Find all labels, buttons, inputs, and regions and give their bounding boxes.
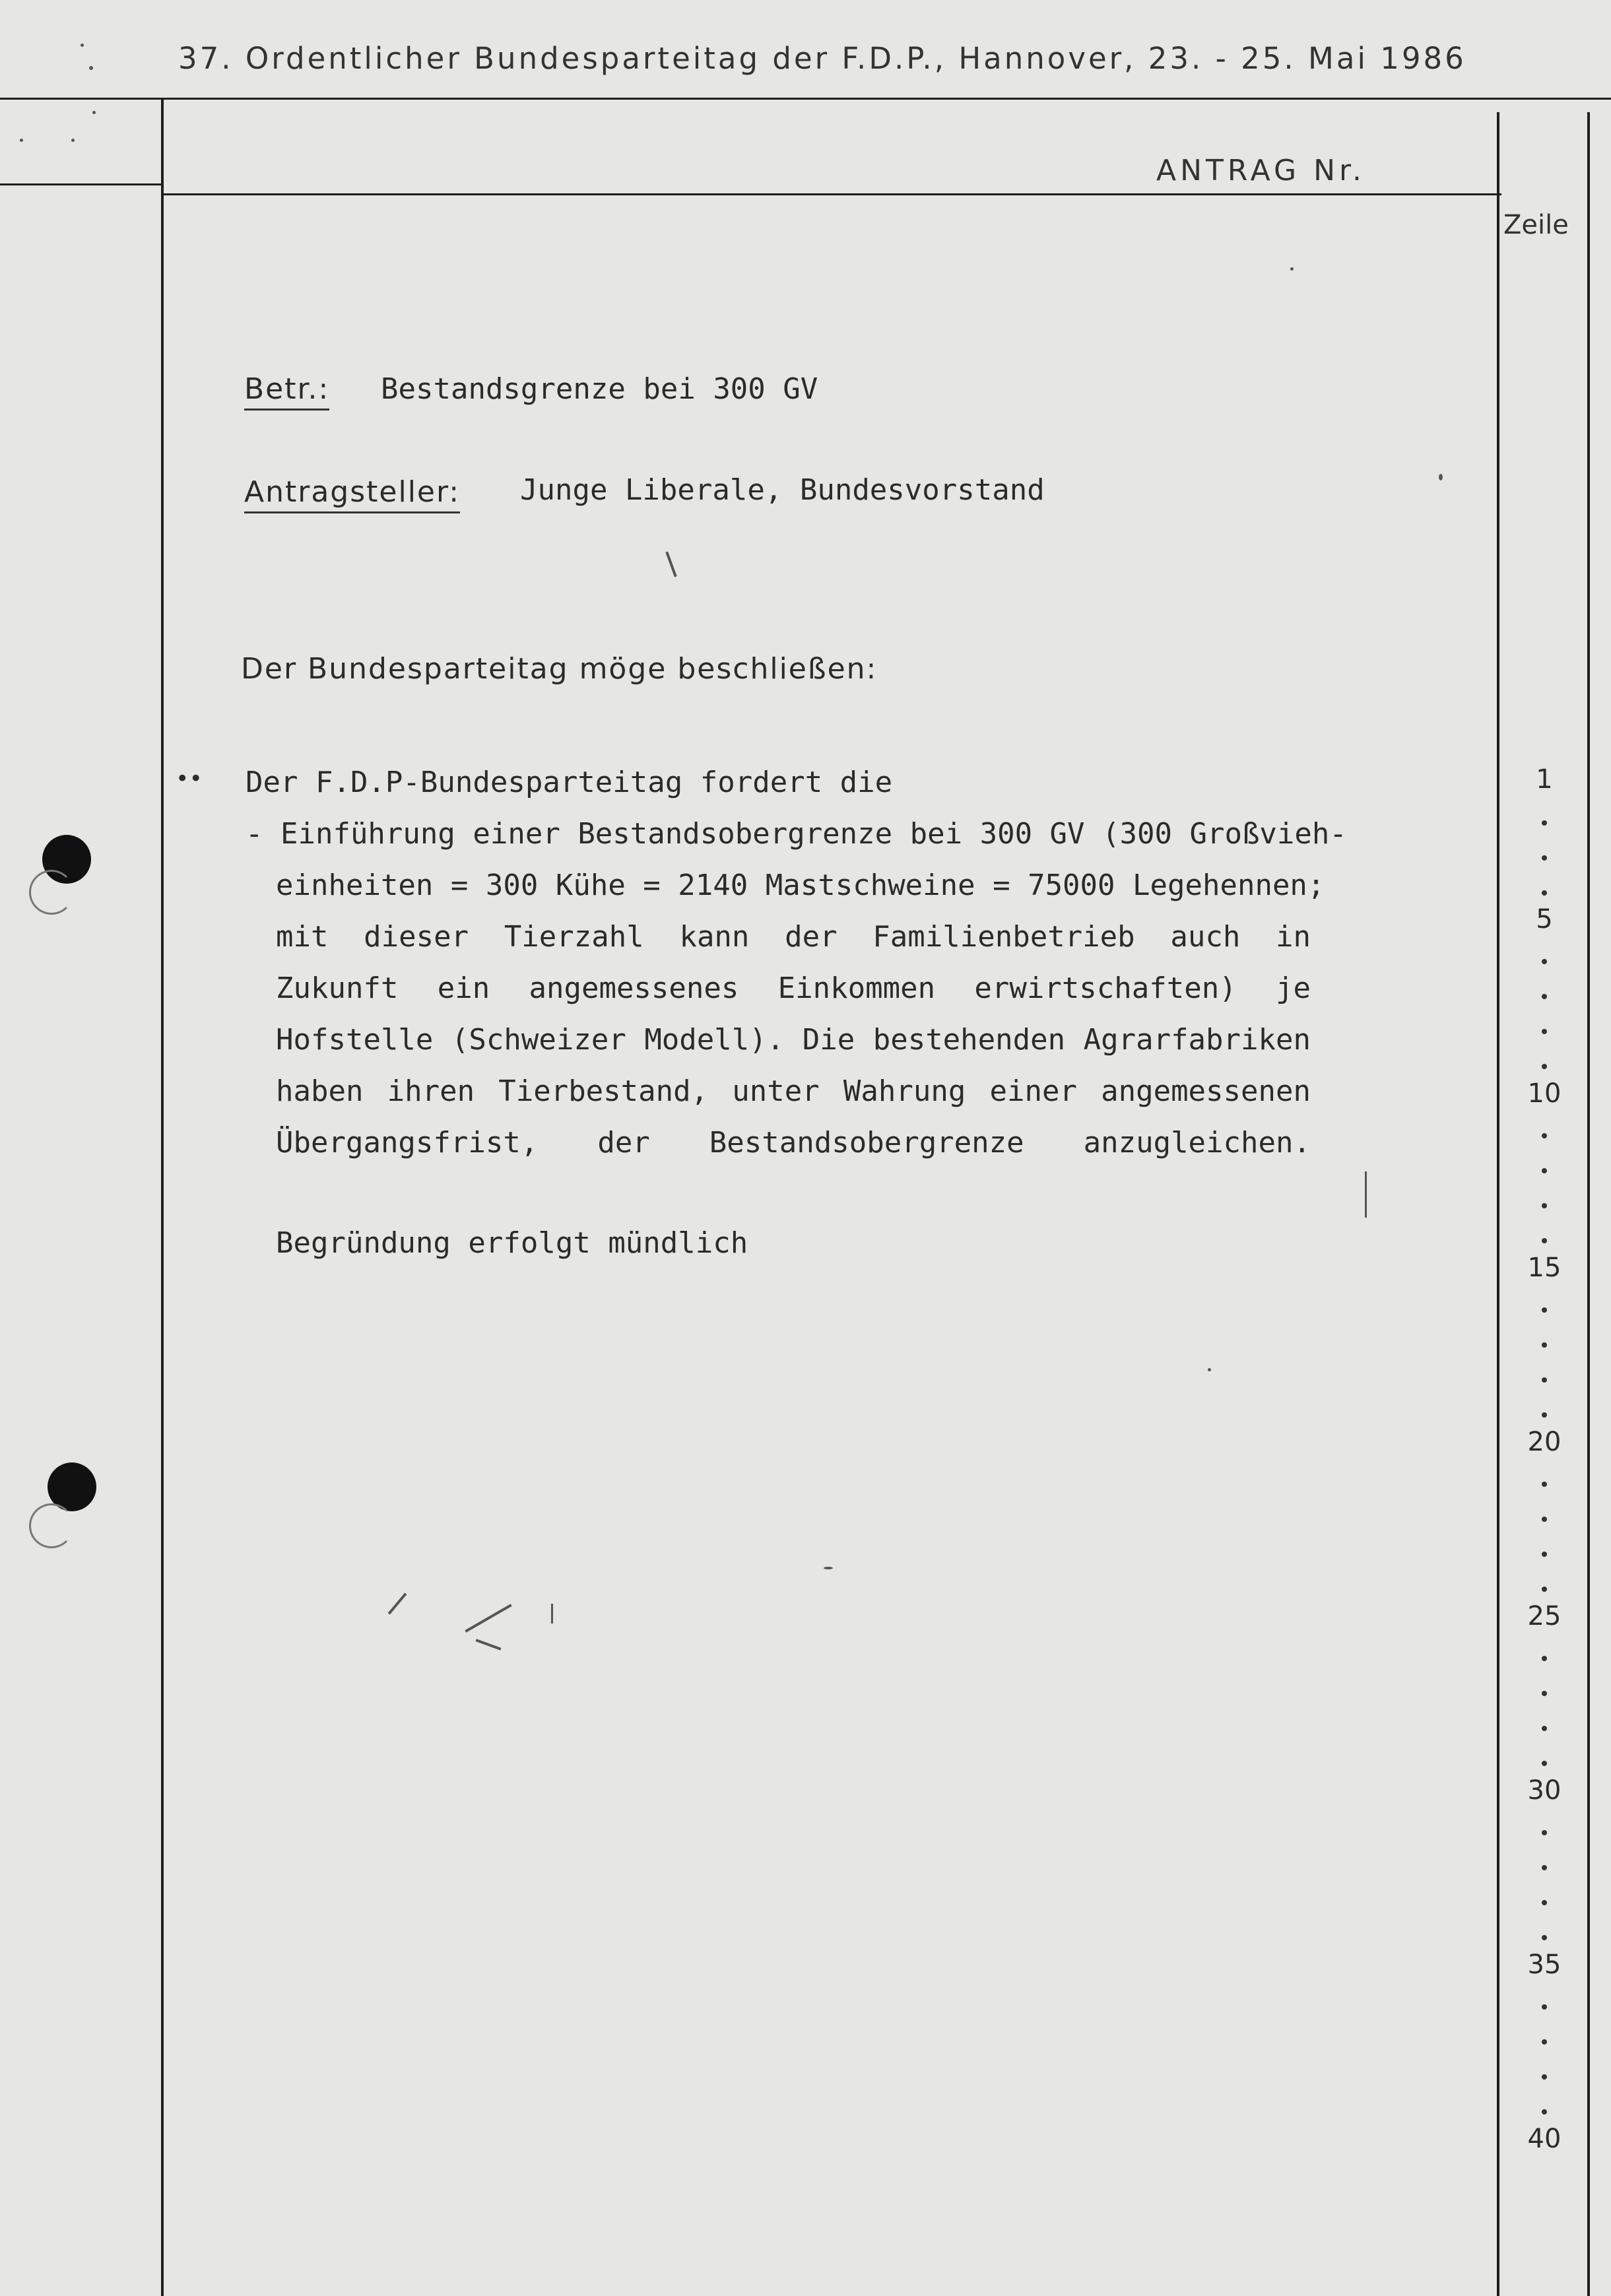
- subject-label: [244, 372, 329, 406]
- line-number: 15: [1527, 1253, 1562, 1283]
- line-dot: [1542, 1168, 1547, 1173]
- applicant-label: [244, 475, 460, 509]
- speck: [476, 1639, 502, 1650]
- line-dot: [1542, 1656, 1547, 1661]
- line-dot: [1542, 1900, 1547, 1905]
- line-dot: [1542, 1552, 1547, 1557]
- line-dot: [1542, 1342, 1547, 1348]
- line-dot: [1542, 1587, 1547, 1592]
- body-line: haben ihren Tierbestand, unter Wahrung einer angemessenen: [276, 1074, 1311, 1108]
- applicant-text: Junge Liberale, Bundesvorstand: [520, 473, 1045, 507]
- body-line: Übergangsfrist, der Bestandsobergrenze anzugleichen.: [276, 1126, 1311, 1160]
- line-dot: [1542, 2109, 1547, 2115]
- body-marker: ••: [176, 766, 203, 792]
- speck: [1290, 267, 1294, 271]
- speck: [1365, 1171, 1367, 1218]
- subject-label-text: Betr.:: [244, 372, 329, 410]
- subject-text: Bestandsgrenze bei 300 GV: [381, 372, 818, 406]
- body-line: mit dieser Tierzahl kann der Familienbetrieb auch in: [276, 920, 1311, 954]
- body-line: Zukunft ein angemessenes Einkommen erwirtschaften) je: [276, 971, 1311, 1005]
- line-dot: [1542, 1517, 1547, 1522]
- body-line: Hofstelle (Schweizer Modell). Die bestehenden Agrarfabriken: [276, 1023, 1311, 1057]
- line-number-column: [1518, 759, 1571, 2178]
- punch-hole-top-ring: [29, 870, 74, 915]
- line-dot: [1542, 2004, 1547, 2010]
- speck: [388, 1592, 407, 1614]
- line-dot: [1542, 1726, 1547, 1731]
- line-number: 35: [1527, 1950, 1562, 1980]
- antrag-number-label: ANTRAG Nr.: [1156, 154, 1366, 187]
- line-dot: [1542, 1064, 1547, 1069]
- line-dot: [1542, 1307, 1547, 1313]
- line-number: 20: [1527, 1427, 1562, 1457]
- line-number: 10: [1527, 1078, 1562, 1109]
- applicant-label-text: Antragsteller:: [244, 475, 460, 513]
- line-dot: [1542, 2039, 1547, 2045]
- line-dot: [1542, 1238, 1547, 1243]
- line-dot: [1542, 820, 1547, 826]
- speck: [71, 139, 75, 142]
- line-number: 40: [1527, 2124, 1562, 2154]
- line-dot: [1542, 855, 1547, 861]
- speck: [465, 1604, 511, 1632]
- speck: [1208, 1368, 1211, 1371]
- zeile-right-rule: [1587, 112, 1590, 2296]
- punch-hole-bottom-ring: [29, 1503, 74, 1548]
- left-margin-rule: [161, 99, 164, 2296]
- line-number: 1: [1536, 764, 1553, 795]
- line-number: 30: [1527, 1775, 1562, 1806]
- speck: [20, 139, 23, 142]
- line-dot: [1542, 959, 1547, 964]
- line-dot: [1542, 1029, 1547, 1034]
- line-number: 25: [1527, 1601, 1562, 1631]
- justification-text: Begründung erfolgt mündlich: [276, 1226, 748, 1260]
- speck: [551, 1604, 553, 1624]
- line-dot: [1542, 1377, 1547, 1383]
- line-dot: [1542, 1830, 1547, 1835]
- resolution-intro: Der Bundesparteitag möge beschließen:: [241, 652, 878, 686]
- line-dot: [1542, 2074, 1547, 2080]
- zeile-left-rule: [1497, 112, 1499, 2296]
- line-dot: [1542, 890, 1547, 896]
- zeile-column-label: Zeile: [1503, 210, 1569, 240]
- line-dot: [1542, 1691, 1547, 1696]
- event-header: 37. Ordentlicher Bundesparteitag der F.D.P., Hannover, 23. - 25. Mai 1986: [178, 41, 1466, 76]
- line-dot: [1542, 1482, 1547, 1487]
- line-number: 5: [1536, 904, 1553, 935]
- line-dot: [1542, 1412, 1547, 1418]
- top-rule: [0, 98, 1611, 100]
- body-line: einheiten = 300 Kühe = 2140 Mastschweine = 75000 Legehennen;: [276, 869, 1325, 902]
- speck: [824, 1567, 833, 1569]
- left-header-rule: [0, 183, 162, 185]
- speck: [92, 111, 96, 114]
- line-dot: [1542, 1203, 1547, 1208]
- line-dot: [1542, 994, 1547, 999]
- line-dot: [1542, 1761, 1547, 1766]
- body-line: Der F.D.P-Bundesparteitag fordert die: [246, 766, 893, 799]
- speck: [89, 66, 93, 70]
- speck: [1439, 474, 1443, 480]
- speck: [81, 44, 84, 47]
- body-line: - Einführung einer Bestandsobergrenze bei 300 GV (300 Großvieh-: [246, 817, 1347, 851]
- speck: [665, 552, 676, 577]
- line-dot: [1542, 1935, 1547, 1940]
- line-dot: [1542, 1133, 1547, 1138]
- line-dot: [1542, 1865, 1547, 1870]
- header-rule: [162, 193, 1501, 195]
